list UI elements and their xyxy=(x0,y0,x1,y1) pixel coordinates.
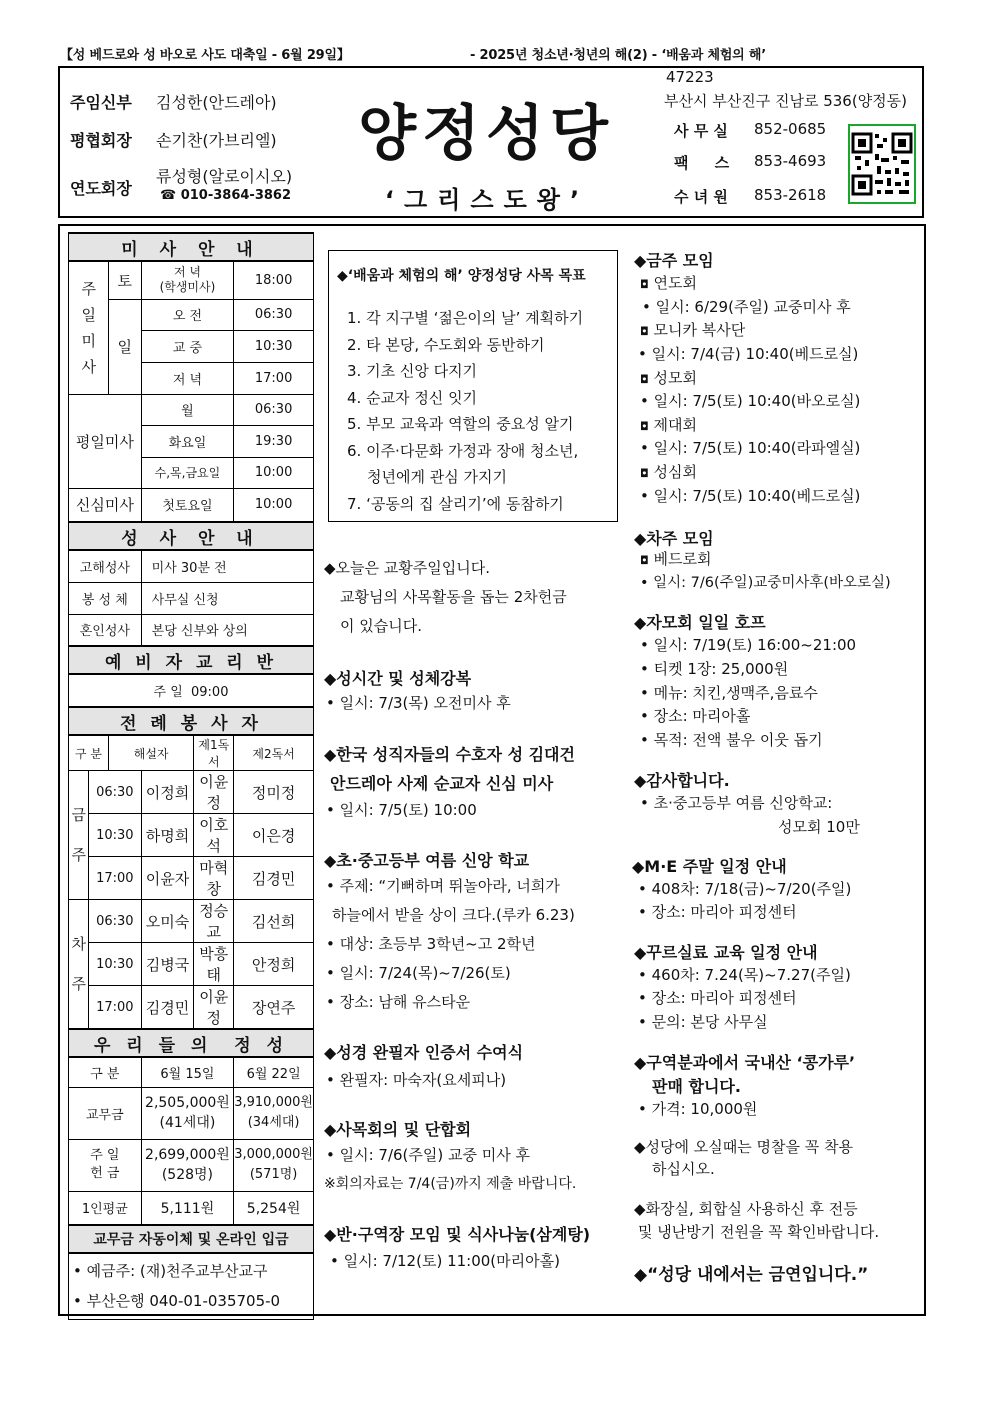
bean-flour-title-cont: 판매 합니다. xyxy=(652,1077,741,1096)
next-week-meetings-title: ◆차주 모임 xyxy=(634,529,714,548)
saturday-label: 토 xyxy=(108,261,141,299)
offerings-header-date2: 6월 22일 xyxy=(234,1057,314,1087)
bible-award-title: ◆성경 완필자 인증서 수여식 xyxy=(324,1043,524,1062)
minister-reader1: 이호석 xyxy=(194,814,234,857)
minister-time: 17:00 xyxy=(89,857,142,900)
main-content xyxy=(58,224,926,1316)
pope-sunday-notice: ◆오늘은 교황주일입니다. xyxy=(324,559,490,577)
sunday-mass-label: 주일미사 xyxy=(69,261,109,394)
goals-title: ◆‘배움과 체험의 해’ 양정성당 사목 목표 xyxy=(337,268,586,284)
minister-time: 06:30 xyxy=(89,900,142,943)
minister-reader1: 이윤정 xyxy=(194,771,234,814)
communion-label: 봉 성 체 xyxy=(69,582,142,614)
minister-commentator: 김병국 xyxy=(141,943,194,986)
pope-collection-notice-cont: 이 있습니다. xyxy=(340,617,422,635)
minister-time: 10:30 xyxy=(89,943,142,986)
minister-time: 17:00 xyxy=(89,986,142,1030)
offerings-header-category: 구 분 xyxy=(69,1057,142,1087)
cursillo-date: • 460차: 7.24(목)~7.27(주일) xyxy=(638,966,851,984)
camp-date: • 일시: 7/24(목)~7/26(토) xyxy=(326,964,511,982)
me-date: • 408차: 7/18(금)~7/20(주일) xyxy=(638,880,852,898)
sun-evening-mass: 저 녁 xyxy=(141,362,234,394)
goal-item: 7. ‘공동의 집 살리기’에 동참하기 xyxy=(347,494,564,513)
office-phone: 852-0685 xyxy=(754,120,827,138)
this-week-meetings-title: ◆금주 모임 xyxy=(634,251,714,270)
minister-reader2: 김경민 xyxy=(234,857,314,900)
offerings-header-date1: 6월 15일 xyxy=(141,1057,234,1087)
camp-theme: • 주제: “기뻐하며 뛰놀아라, 너희가 xyxy=(326,877,560,895)
top-bar xyxy=(60,44,926,63)
dues-week1: 2,505,000원 (41세대) xyxy=(141,1087,234,1139)
thanks-title: ◆감사합니다. xyxy=(634,771,730,790)
year-theme: - 2025년 청소년·청년의 해(2) - ‘배움과 체험의 해’ xyxy=(470,48,766,63)
fax-number: 853-4693 xyxy=(754,152,827,170)
mass-section-title: 미 사 안 내 xyxy=(69,233,314,261)
feast-title: 【성 베드로와 성 바오로 사도 대축일 - 6월 29일】 xyxy=(60,48,350,63)
leaders-meeting-title: ◆반·구역장 모임 및 식사나눔(삼계탕) xyxy=(324,1225,591,1244)
meeting-group: ◘ 성모회 xyxy=(640,369,697,387)
bean-flour-price: • 가격: 10,000원 xyxy=(638,1100,758,1118)
meeting-group: ◘ 연도회 xyxy=(640,274,697,292)
qr-code-icon[interactable] xyxy=(848,124,916,204)
ministers-header-category: 구 분 xyxy=(69,735,109,771)
meeting-date: • 일시: 7/5(토) 10:40(라파엘실) xyxy=(640,439,861,457)
next-week-label: 차주 xyxy=(69,900,89,1030)
meeting-date: • 일시: 7/6(주일)교중미사후(바오로실) xyxy=(640,575,891,591)
average-week2: 5,254원 xyxy=(234,1191,314,1225)
hof-menu: • 메뉴: 치킨,생맥주,음료수 xyxy=(640,684,818,702)
minister-commentator: 오미숙 xyxy=(141,900,194,943)
kim-mass-title-cont: 안드레아 사제 순교자 신심 미사 xyxy=(330,774,554,793)
cursillo-inquiry: • 문의: 본당 사무실 xyxy=(638,1013,768,1031)
prayer-chair-name: 류성형(알로이시오) xyxy=(156,167,293,186)
average-label: 1인평균 xyxy=(69,1191,142,1225)
minister-reader2: 안정희 xyxy=(234,943,314,986)
goals-list xyxy=(347,305,583,517)
meeting-group: ◘ 제대회 xyxy=(640,416,697,434)
pastor-label: 주임신부 xyxy=(70,93,132,112)
goal-item: 5. 부모 교육과 역할의 중요성 알기 xyxy=(347,415,574,433)
header xyxy=(58,66,924,218)
first-saturday-mass: 첫토요일 xyxy=(141,488,234,522)
dues-week2: 3,910,000원 (34세대) xyxy=(234,1087,314,1139)
minister-reader2: 장연주 xyxy=(234,986,314,1030)
goal-item: 6. 이주·다문화 가정과 장애 청소년, xyxy=(347,441,579,460)
meeting-date: • 일시: 7/5(토) 10:40(베드로실) xyxy=(640,487,861,505)
prayer-chair-label: 연도회장 xyxy=(70,179,132,198)
monday-time: 06:30 xyxy=(234,394,314,425)
sun-morning-time: 06:30 xyxy=(234,299,314,330)
minister-reader2: 김선희 xyxy=(234,900,314,943)
goal-item: 1. 각 지구별 ‘젊은이의 날’ 계획하기 xyxy=(347,309,584,327)
summer-camp-title: ◆초·중고등부 여름 신앙 학교 xyxy=(324,851,530,870)
collection-week1: 2,699,000원 (528명) xyxy=(141,1139,234,1191)
minister-reader1: 정승교 xyxy=(194,900,234,943)
confession-value: 미사 30분 전 xyxy=(141,550,313,582)
bank-info xyxy=(69,1253,314,1319)
goal-item: 3. 기초 신앙 다지기 xyxy=(347,362,478,380)
goal-item: 4. 순교자 정신 잇기 xyxy=(347,388,478,407)
confession-label: 고해성사 xyxy=(69,550,142,582)
minister-reader2: 정미정 xyxy=(234,771,314,814)
this-week-label: 금주 xyxy=(69,771,89,900)
meeting-group: ◘ 성심회 xyxy=(640,463,697,481)
wed-fri-mass: 수,목,금요일 xyxy=(141,457,234,488)
tuesday-mass: 화요일 xyxy=(141,425,234,457)
sacrament-section-title: 성 사 안 내 xyxy=(69,522,314,550)
hof-place: • 장소: 마리아홀 xyxy=(640,707,751,725)
thanks-line: • 초·중고등부 여름 신앙학교: xyxy=(640,794,833,812)
ministers-title: 전 례 봉 사 자 xyxy=(69,707,314,735)
convent-label: 수 녀 원 xyxy=(674,188,728,206)
meeting-group: ◘ 모니카 복사단 xyxy=(640,321,746,339)
catechism-time: 주 일 09:00 xyxy=(69,674,314,707)
sun-morning-mass: 오 전 xyxy=(141,299,234,330)
minister-time: 06:30 xyxy=(89,771,142,814)
tuesday-time: 19:30 xyxy=(234,425,314,457)
bible-award-name: • 완필자: 마숙자(요세피나) xyxy=(326,1071,507,1089)
phone-number: ☎ 010-3864-3862 xyxy=(160,188,292,203)
bank-account: • 부산은행 040-01-035705-0 xyxy=(73,1292,281,1311)
thanks-amount: 성모회 10만 xyxy=(778,818,860,836)
average-week1: 5,111원 xyxy=(141,1191,234,1225)
goal-item: 청년에게 관심 가지기 xyxy=(367,468,507,486)
hof-title: ◆자모회 일일 호프 xyxy=(634,613,766,632)
sun-evening-time: 17:00 xyxy=(234,362,314,394)
restroom-notice-cont: 및 냉난방기 전원을 꼭 확인바랍니다. xyxy=(638,1223,880,1241)
adoration-date: • 일시: 7/3(목) 오전미사 후 xyxy=(326,694,511,712)
council-chair-label: 평협회장 xyxy=(70,131,132,150)
sat-evening-time: 18:00 xyxy=(234,261,314,299)
postal-code: 47223 xyxy=(666,68,714,86)
catechism-title: 예 비 자 교 리 반 xyxy=(69,646,314,674)
me-place: • 장소: 마리아 피정센터 xyxy=(638,903,797,921)
goal-item: 2. 타 본당, 수도회와 동반하기 xyxy=(347,335,545,354)
address: 부산시 부산진구 진남로 536(양정동) xyxy=(664,92,908,110)
no-smoking-notice: ◆“성당 내에서는 금연입니다.” xyxy=(634,1265,869,1285)
pastoral-goals-box xyxy=(328,250,618,522)
communion-value: 사무실 신청 xyxy=(141,582,313,614)
bank-holder: • 예금주: (재)천주교부산교구 xyxy=(73,1262,268,1281)
first-saturday-time: 10:00 xyxy=(234,488,314,522)
minister-commentator: 김경민 xyxy=(141,986,194,1030)
sun-main-mass: 교 중 xyxy=(141,330,234,362)
pastor-name: 김성한(안드레아) xyxy=(156,93,277,112)
offerings-title: 우 리 들 의 정 성 xyxy=(69,1029,314,1057)
council-meeting-title: ◆사목회의 및 단합회 xyxy=(324,1120,472,1139)
council-chair-name: 손기찬(가브리엘) xyxy=(156,131,277,150)
camp-theme-cont: 하늘에서 받을 상이 크다.(루카 6.23) xyxy=(332,906,575,924)
minister-time: 10:30 xyxy=(89,814,142,857)
sunday-label: 일 xyxy=(108,299,141,394)
hof-purpose: • 목적: 전액 불우 이웃 돕기 xyxy=(640,731,823,749)
meeting-date: • 일시: 7/4(금) 10:40(베드로실) xyxy=(638,345,859,363)
minister-commentator: 이정희 xyxy=(141,771,194,814)
ministers-header-commentator: 해설자 xyxy=(108,735,193,771)
minister-reader1: 이윤정 xyxy=(194,986,234,1030)
minister-reader1: 박흥태 xyxy=(194,943,234,986)
cursillo-place: • 장소: 마리아 피정센터 xyxy=(638,989,797,1007)
novena-mass-label: 신심미사 xyxy=(69,488,142,522)
marriage-label: 혼인성사 xyxy=(69,614,142,646)
collection-label: 주 일 헌 금 xyxy=(69,1139,142,1191)
sun-main-time: 10:30 xyxy=(234,330,314,362)
meeting-date: • 일시: 7/5(토) 10:40(바오로실) xyxy=(640,392,861,410)
wed-fri-time: 10:00 xyxy=(234,457,314,488)
restroom-notice: ◆화장실, 회합실 사용하신 후 전등 xyxy=(634,1200,858,1218)
fax-label: 팩 스 xyxy=(674,154,730,172)
kim-mass-title: ◆한국 성직자들의 수호자 성 김대건 xyxy=(324,745,575,764)
nametag-notice-cont: 하십시오. xyxy=(652,1160,715,1178)
nametag-notice: ◆성당에 오실때는 명찰을 꼭 착용 xyxy=(634,1138,853,1156)
weekday-mass-label: 평일미사 xyxy=(69,394,142,488)
monday-mass: 월 xyxy=(141,394,234,425)
office-label: 사 무 실 xyxy=(674,122,728,140)
ministers-header-reading1: 제1독서 xyxy=(194,735,234,771)
cursillo-title: ◆꾸르실료 교육 일정 안내 xyxy=(634,943,818,962)
camp-place: • 장소: 남해 유스타운 xyxy=(326,993,471,1011)
council-meeting-date: • 일시: 7/6(주일) 교중 미사 후 xyxy=(326,1146,530,1164)
me-weekend-title: ◆M·E 주말 일정 안내 xyxy=(632,857,787,876)
collection-week2: 3,000,000원 (571명) xyxy=(234,1139,314,1191)
convent-phone: 853-2618 xyxy=(754,186,827,204)
meeting-group: ◘ 베드로회 xyxy=(640,550,712,568)
ministers-header-reading2: 제2독서 xyxy=(234,735,314,771)
council-meeting-note: ※회의자료는 7/4(금)까지 제출 바랍니다. xyxy=(324,1176,577,1192)
minister-commentator: 이윤자 xyxy=(141,857,194,900)
sat-evening-mass: 저 녁 (학생미사) xyxy=(141,261,234,299)
kim-mass-date: • 일시: 7/5(토) 10:00 xyxy=(326,801,477,819)
leaders-meeting-date: • 일시: 7/12(토) 11:00(마리아홀) xyxy=(330,1252,560,1270)
info-table xyxy=(68,232,314,1320)
minister-reader2: 이은경 xyxy=(234,814,314,857)
church-name: 양정성당 xyxy=(358,99,614,169)
parish-motto: ‘그리스도왕’ xyxy=(384,186,590,214)
bean-flour-title: ◆구역분과에서 국내산 ‘콩가루’ xyxy=(634,1053,856,1072)
meeting-date: • 일시: 6/29(주일) 교중미사 후 xyxy=(642,298,851,316)
dues-label: 교무금 xyxy=(69,1087,142,1139)
minister-commentator: 하명희 xyxy=(141,814,194,857)
marriage-value: 본당 신부와 상의 xyxy=(141,614,313,646)
hof-ticket: • 티켓 1장: 25,000원 xyxy=(640,660,789,678)
bank-title: 교무금 자동이체 및 온라인 입금 xyxy=(69,1225,314,1253)
adoration-title: ◆성시간 및 성체강복 xyxy=(324,669,472,688)
minister-reader1: 마혁창 xyxy=(194,857,234,900)
pope-collection-notice: 교황님의 사목활동을 돕는 2차헌금 xyxy=(340,588,567,606)
camp-target: • 대상: 초등부 3학년~고 2학년 xyxy=(326,935,536,953)
hof-date: • 일시: 7/19(토) 16:00~21:00 xyxy=(640,636,857,654)
